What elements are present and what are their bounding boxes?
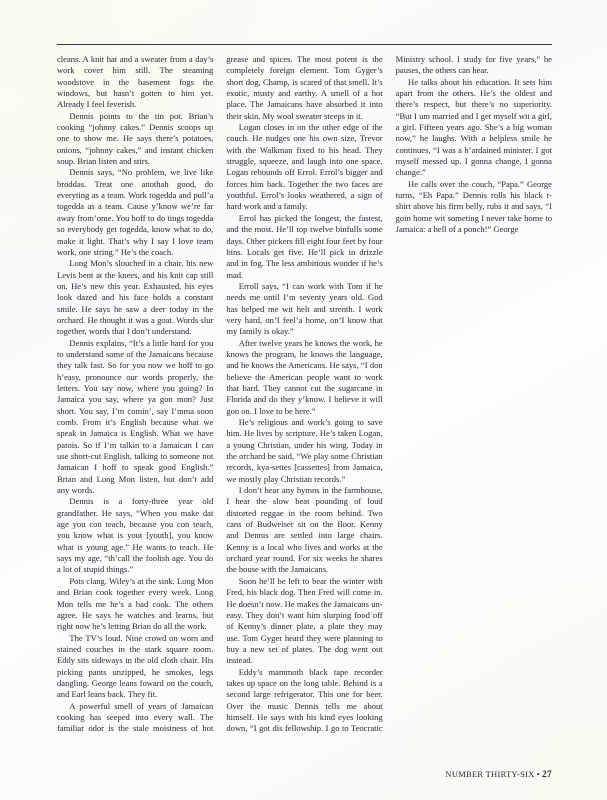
header-rule xyxy=(57,44,552,45)
body-paragraph: The TV’s loud. Nine crowd on worn and stained couches in the stark square room. Eddy sits sideways in the old cloth chair. His picking pants unzipped, he smokes, legs dangling. George leans foward on the couch, and Earl leans back. They fit. xyxy=(57,632,214,700)
body-paragraph: Dennis says, “No problem, we live like broddas. Treat one anothah good, do everyting as a team. Work togedda and pull’a togedda as a team. Cause y’know we’re far away from’ome. You hoff to do tings togedda so everybody get togedda, know what to do, make it light. That’s why I say I love team work, one string.” He’s the coach. xyxy=(57,167,214,257)
page-content-area xyxy=(57,44,552,760)
body-paragraph: He calls over the couch, “Papa.” George turns, “Eh Papa.” Dennis rolls his black t-shirt above his firm belly, rubs it and says, “I goin home wit someting I never take home to Jamaica: a hell of a ponch!” George xyxy=(395,178,552,235)
body-paragraph: He’s religious and work’s going to save him. He lives by scripture. He’s taken Logan, a young Christian, under his wing. Today in the orchard he said, “We play some Christian records, kya-settes [cassettes] from Jamaica, we mostly play Christian records.” xyxy=(226,417,383,484)
body-paragraph: Pots clang. Wiley’s at the sink. Long Mon and Brian cook together every week. Long Mon tells me he’s a bad cook. The others agree. He says he watches and learns, but right now he’s letting Brian do all the work. xyxy=(57,575,214,632)
body-paragraph: Dennis is a forty-three year old grandfather. He says, “When you make dat age you con teach, because you con teach, you know what is yout [youth], you know what is young age.” He wants to teach. He says my age, “th’call the foolish age. You do a lot of stupid things.” xyxy=(57,496,214,575)
body-paragraph: Erroll says, “I can work with Tom if he needs me until I’m seventy years old. God has helped me wit helt and strenth. I work very hard, on’I feel’a home, on’I know that my family is okay.” xyxy=(226,280,383,337)
article-body-columns xyxy=(57,54,552,744)
body-paragraph: cleans. A knit hat and a sweater from a day’s work cover him still. The steaming woodstove in the basement fogs the windows, but hasn’t gotten to him yet. Already I feel feverish. xyxy=(57,54,214,110)
body-paragraph: Errol has picked the longest, the fastest, and the most. He’ll top twelve binfulls some days. Other pickers fill eight four feet by four bins. Locals get five. He’ll pick in drizzle and in fog. The less ambitious wonder if he’s mad. xyxy=(226,212,383,280)
footer-separator: • xyxy=(536,770,540,779)
body-paragraph: Long Mon’s slouched in a chair, his new Levis bent at the knees, and his knit cap still on. He’s new this year. Exhausted, his eyes look dazed and his face holds a constant smile. He says he saw a deer today in the orchard. He thought it was a goat. Words slur together, words that I don’t understand. xyxy=(57,258,214,337)
issue-label: NUMBER THIRTY-SIX xyxy=(445,770,535,779)
body-paragraph: A powerful smell of years of Jamaican cooking has seeped into every wall. The familiar odor is the stale moistness of hot grease and spices. The most potent is the completely foreign element. Tom Gyger’s short dog, Champ, is scared of that smell. It’s exotic, musty and earthy. A smell of a hot place. The Jamaicans have absorbed it into their skin. My wool sweater steeps in it. xyxy=(57,54,383,734)
body-paragraph: Dennis explains, “It’s a little hard for you to understand some of the Jamaicans because they talk fast. So for you now we hoff to go h’easy, pronounce our words properly, the letters. You say now, where you going? In Jamaica you say, where ya gon mon? Just short. You say, I’m comin’, say I’mma soon comb. From it’s English because what we speak in Jamaica is English. What we have patois. So if I’m talkin to a Jamaican I can use short-cut English, talking to someone not Jamaican I hoff to speak good English.” Brian and Long Mon listen, but don’t add any words. xyxy=(57,337,214,496)
body-paragraph: He talks about his education. It sets him apart from the others. He’s the oldest and there’s respect, but there’s no superiority. “But I um married and I get myself wit a girl, a girl. Fifteen years ago. She’s a big woman now,” he laughs. With a helpless smile he continues, “I was a h’ardained minister. I got myself messed up. I gonna change, I gonna change.” xyxy=(395,76,552,178)
body-paragraph: Logan closes in on the other edge of the couch. He nudges one his own size, Trevor with the Walkman fixed to his head. They struggle, squeeze, and laugh into one space. Logan rebounds off Errol. Errol’s bigger and forces him back. Together the two faces are youthful. Errol’s looks weathered, a sign of hard work and a family. xyxy=(226,122,383,212)
body-paragraph: After twelve years he knows the work, he knows the program, he knows the language, and he knows the Americans. He says, “I don believe the American people want to work that hard. They cannot cut the sugarcane in Florida and do they y’know. I believe it will gon on. I love to be here.” xyxy=(226,337,383,416)
body-paragraph: Eddy’s mammoth black tape recorder takes up space on the long table. Behind is a second large refrigerator. This one for beer. Over the music Dennis tells me about himself. He says with his kind eyes looking down, “I got dis fellowship. I go to Teocratic Ministry school. I study for five years,” he pauses, the others can hear. xyxy=(226,54,552,734)
body-paragraph: Soon he’ll be left to bear the winter with Fred, his black dog. Then Fred will come in. He doesn’t now. He makes the Jamaicans uneasy. They don’t want him slurping food off of Kenny’s dinner plate, a plate they may use. Tom Gyger heard they were planning to buy a new set of plates. The dog went out instead. xyxy=(226,575,383,666)
body-paragraph: I don’t hear any hymns in the farmhouse. I hear the slow beat pounding of loud distorted reggae in the room behind. Two cans of Budweiser sit on the floor. Kenny and Dennis are settled into large chairs. Kenny is a local who lives and works at the orchard year round. For six weeks he shares the house with the Jamaicans. xyxy=(226,485,383,575)
page-footer xyxy=(57,770,552,780)
page-number: 27 xyxy=(542,770,552,780)
body-paragraph: Dennis points to the tin pot. Brian’s cooking “johnny cakes.” Dennis scoops up one to show me. He says there’s potatoes, onions, “johnny cakes,” and instant chicken soup. Brian listen and stirs. xyxy=(57,110,214,167)
